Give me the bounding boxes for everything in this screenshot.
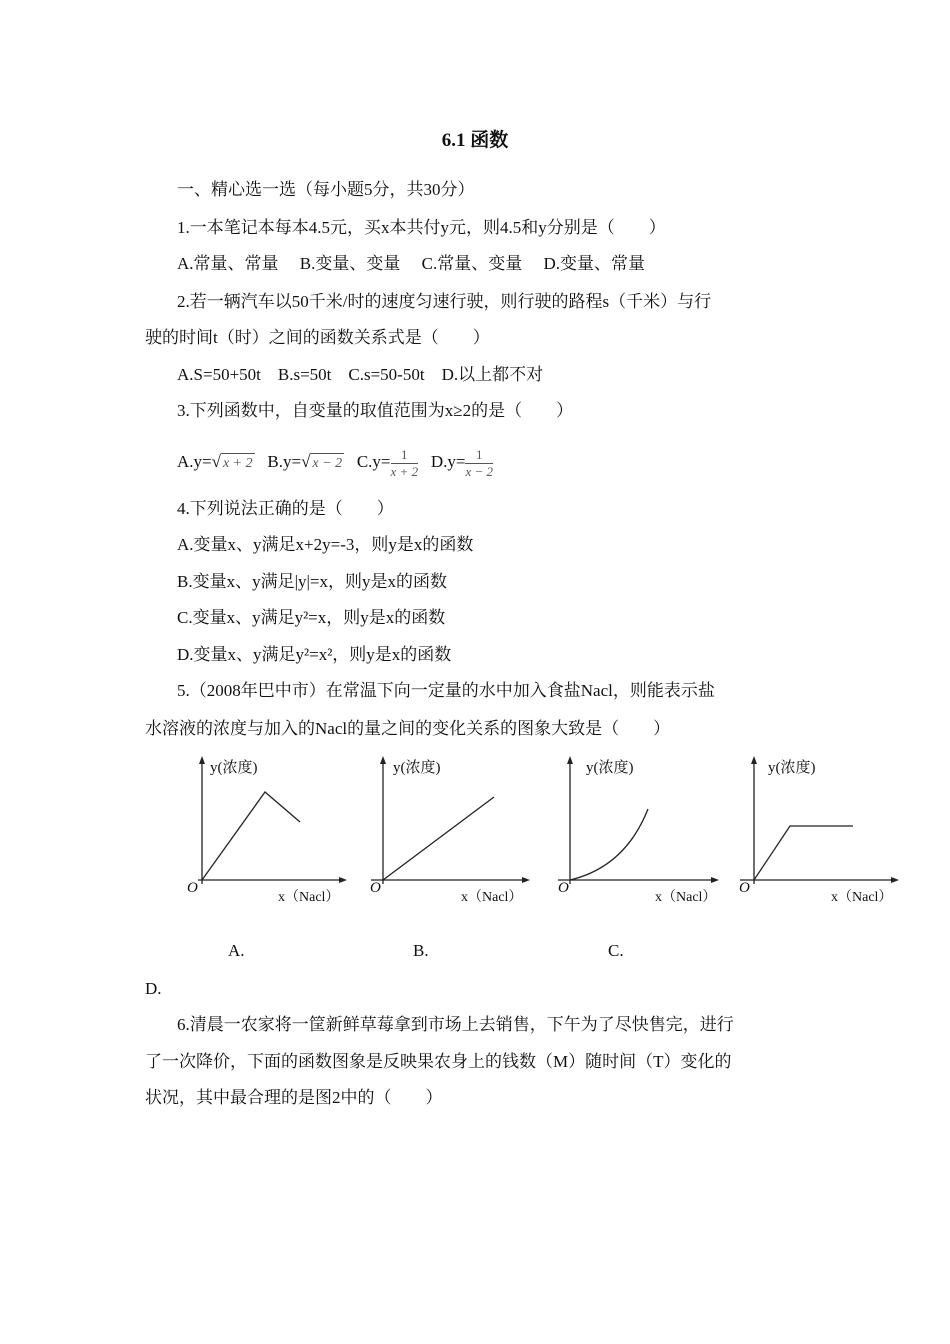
x-axis-label: x（Nacl）	[278, 890, 340, 905]
graph-label-d: D.	[145, 979, 162, 998]
origin-label: O	[739, 880, 750, 896]
q2-stem-2: 驶的时间t（时）之间的函数关系式是（ ）	[145, 328, 490, 347]
sqrt-expr: x + 2	[221, 453, 255, 474]
numerator: 1	[391, 447, 419, 464]
option-label: C.y=	[356, 452, 391, 472]
option-label: B.y=	[267, 452, 302, 472]
graph-a	[183, 752, 363, 912]
q3-option-a: A.y=√ x + 2	[177, 452, 255, 471]
q2-options: A.S=50+50t B.s=50t C.s=50-50t D.以上都不对	[177, 365, 544, 384]
x-axis-label: x（Nacl）	[831, 890, 893, 905]
q4-option-b: B.变量x、y满足|y|=x，则y是x的函数	[177, 572, 447, 591]
q1-stem: 1.一本笔记本每本4.5元，买x本共付y元，则4.5和y分别是（ ）	[177, 218, 666, 237]
origin-label: O	[558, 880, 569, 896]
q2-stem-1: 2.若一辆汽车以50千米/时的速度匀速行驶，则行驶的路程s（千米）与行	[177, 292, 712, 311]
x-axis-label: x（Nacl）	[655, 890, 717, 905]
page-title: 6.1 函数	[441, 130, 509, 151]
origin-label: O	[187, 880, 198, 896]
graph-d	[735, 752, 905, 912]
q4-option-c: C.变量x、y满足y²=x，则y是x的函数	[177, 608, 446, 627]
graph-label-b: B.	[413, 941, 429, 960]
y-axis-label: y(浓度)	[586, 760, 634, 776]
q3-option-b: B.y=√ x − 2	[267, 452, 344, 471]
graph-label-c: C.	[608, 941, 624, 960]
q6-line-1: 6.清晨一农家将一筐新鲜草莓拿到市场上去销售，下午为了尽快售完，进行	[177, 1015, 734, 1034]
curve	[570, 809, 648, 880]
graph-b	[366, 752, 546, 912]
denominator: x − 2	[465, 464, 493, 479]
q4-option-a: A.变量x、y满足x+2y=-3，则y是x的函数	[177, 535, 474, 554]
q4-stem: 4.下列说法正确的是（ ）	[177, 499, 394, 518]
option-label: D.y=	[430, 452, 466, 472]
sqrt-expr: x − 2	[310, 453, 344, 474]
q3-option-c	[356, 447, 419, 479]
option-label: A.y=	[177, 452, 212, 472]
q3-option-d	[430, 447, 493, 479]
x-axis-label: x（Nacl）	[461, 890, 523, 905]
q5-stem-1: 5.（2008年巴中市）在常温下向一定量的水中加入食盐Nacl，则能表示盐	[177, 681, 715, 700]
q5-stem-2: 水溶液的浓度与加入的Nacl的量之间的变化关系的图象大致是（ ）	[145, 719, 671, 738]
q1-options: A.常量、常量 B.变量、变量 C.常量、变量 D.变量、常量	[177, 254, 645, 273]
y-axis-label: y(浓度)	[768, 760, 816, 776]
q6-line-3: 状况，其中最合理的是图2中的（ ）	[145, 1088, 443, 1107]
graph-label-a: A.	[228, 941, 245, 960]
q3-options	[177, 447, 493, 480]
curve	[202, 792, 300, 880]
denominator: x + 2	[390, 464, 419, 479]
numerator: 1	[465, 447, 493, 464]
y-axis-label: y(浓度)	[210, 760, 258, 776]
q4-option-d: D.变量x、y满足y²=x²，则y是x的函数	[177, 645, 452, 664]
q3-stem: 3.下列函数中，自变量的取值范围为x≥2的是（ ）	[177, 401, 574, 420]
graph-c	[555, 752, 735, 912]
curve	[383, 797, 494, 880]
origin-label: O	[370, 880, 381, 896]
section-heading: 一、精心选一选（每小题5分，共30分）	[177, 180, 475, 199]
q6-line-2: 了一次降价，下面的函数图象是反映果农身上的钱数（M）随时间（T）变化的	[145, 1052, 732, 1071]
curve	[754, 826, 853, 880]
y-axis-label: y(浓度)	[393, 760, 441, 776]
